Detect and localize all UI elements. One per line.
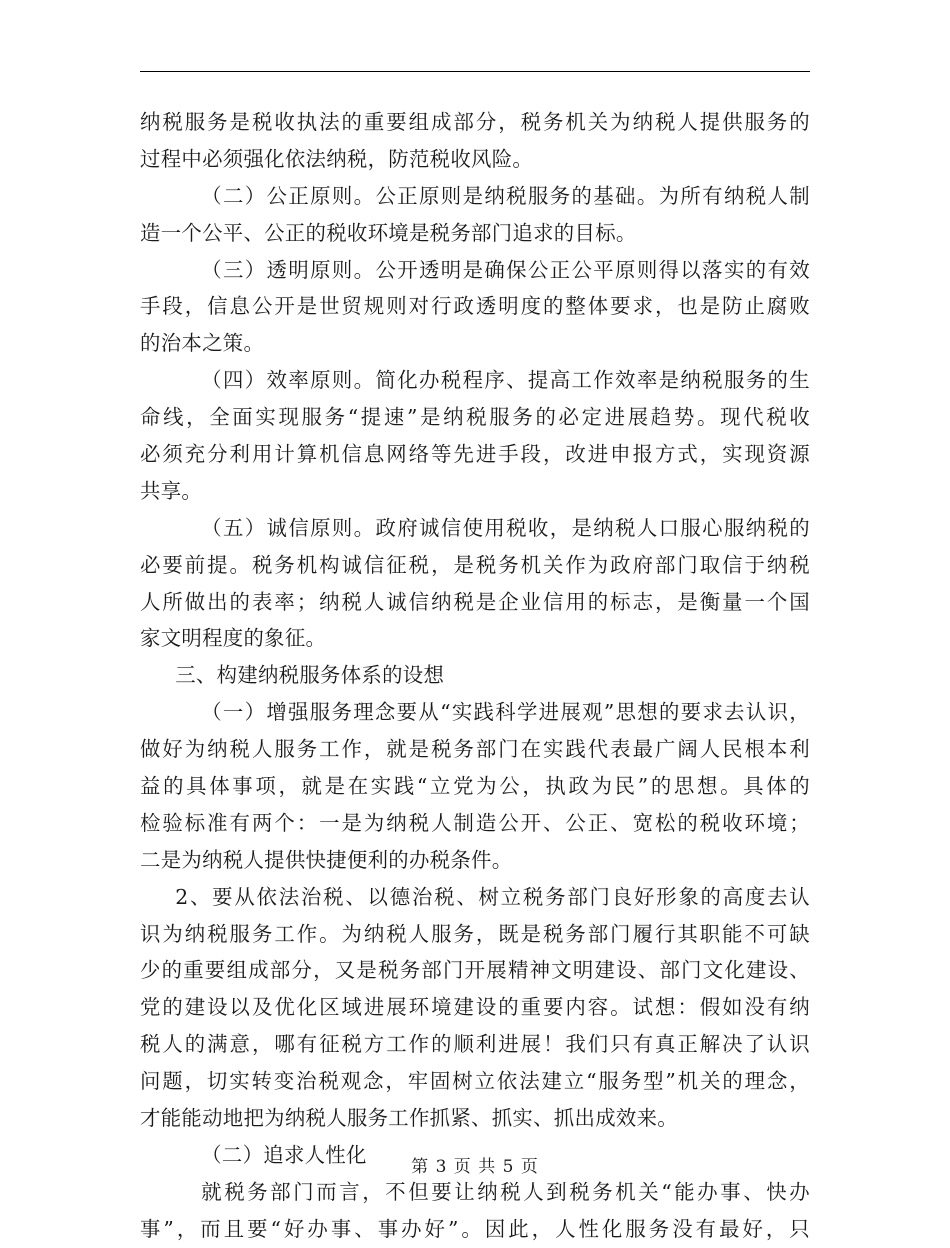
text-line: 纳税服务是税收执法的重要组成部分，税务机关为纳税人提供服务的: [140, 110, 810, 134]
text-line: 检验标准有两个：一是为纳税人制造公开、公正、宽松的税收环境；: [140, 810, 810, 835]
text-line: 手段，信息公开是世贸规则对行政透明度的整体要求，也是防止腐败: [140, 294, 810, 319]
text-line: 党的建设以及优化区域进展环境建设的重要内容。试想：假如没有纳: [140, 995, 810, 1020]
text-line: （五）诚信原则。政府诚信使用税收，是纳税人口服心服纳税的: [201, 515, 810, 540]
text-line: 人所做出的表率；纳税人诚信纳税是企业信用的标志，是衡量一个国: [140, 589, 810, 614]
text-line: （二）追求人性化: [201, 1142, 367, 1167]
text-line: 税人的满意，哪有征税方工作的顺利进展！我们只有真正解决了认识: [140, 1032, 810, 1057]
document-body: [140, 104, 810, 1248]
text-line: 共享。: [140, 478, 203, 503]
text-line: 必要前提。税务机构诚信征税，是税务机关作为政府部门取信于纳税: [140, 552, 810, 577]
text-line: （一）增强服务理念要从“实践科学进展观”思想的要求去认识，: [201, 700, 810, 725]
header-rule: [140, 71, 810, 72]
text-line: 必须充分利用计算机信息网络等先进手段，改进申报方式，实现资源: [140, 442, 810, 467]
text-line: 二是为纳税人提供快捷便利的办税条件。: [140, 847, 513, 872]
text-line: 造一个公平、公正的税收环境是税务部门追求的目标。: [140, 220, 637, 245]
text-line: 才能能动地把为纳税人服务工作抓紧、抓实、抓出成效来。: [140, 1106, 678, 1131]
text-line: 识为纳税服务工作。为纳税人服务，既是税务部门履行其职能不可缺: [140, 921, 810, 946]
page-number-footer: 第 3 页 共 5 页: [411, 1157, 539, 1177]
text-line: 就税务部门而言，不但要让纳税人到税务机关“能办事、快办: [201, 1179, 810, 1204]
text-line: （四）效率原则。简化办税程序、提高工作效率是纳税服务的生: [201, 368, 810, 393]
text-line: 的治本之策。: [140, 331, 265, 356]
text-line: 家文明程度的象征。: [140, 626, 327, 651]
text-line: （三）透明原则。公开透明是确保公正公平原则得以落实的有效: [201, 257, 810, 282]
text-line: 做好为纳税人服务工作，就是税务部门在实践代表最广阔人民根本利: [140, 737, 810, 762]
text-line: 三、构建纳税服务体系的设想: [175, 663, 445, 688]
text-line: 2、要从依法治税、以德治税、树立税务部门良好形象的高度去认: [175, 884, 810, 909]
text-line: 少的重要组成部分，又是税务部门开展精神文明建设、部门文化建设、: [140, 958, 810, 983]
text-line: 事”，而且要“好办事、事办好”。因此，人性化服务没有最好，只: [140, 1216, 810, 1241]
text-line: 命线，全面实现服务“提速”是纳税服务的必定进展趋势。现代税收: [140, 405, 810, 430]
text-line: （二）公正原则。公正原则是纳税服务的基础。为所有纳税人制: [201, 183, 810, 208]
text-line: 益的具体事项，就是在实践“立党为公，执政为民”的思想。具体的: [140, 774, 810, 799]
text-line: 问题，切实转变治税观念，牢固树立依法建立“服务型”机关的理念，: [140, 1069, 810, 1094]
text-line: 过程中必须强化依法纳税，防范税收风险。: [140, 146, 534, 171]
